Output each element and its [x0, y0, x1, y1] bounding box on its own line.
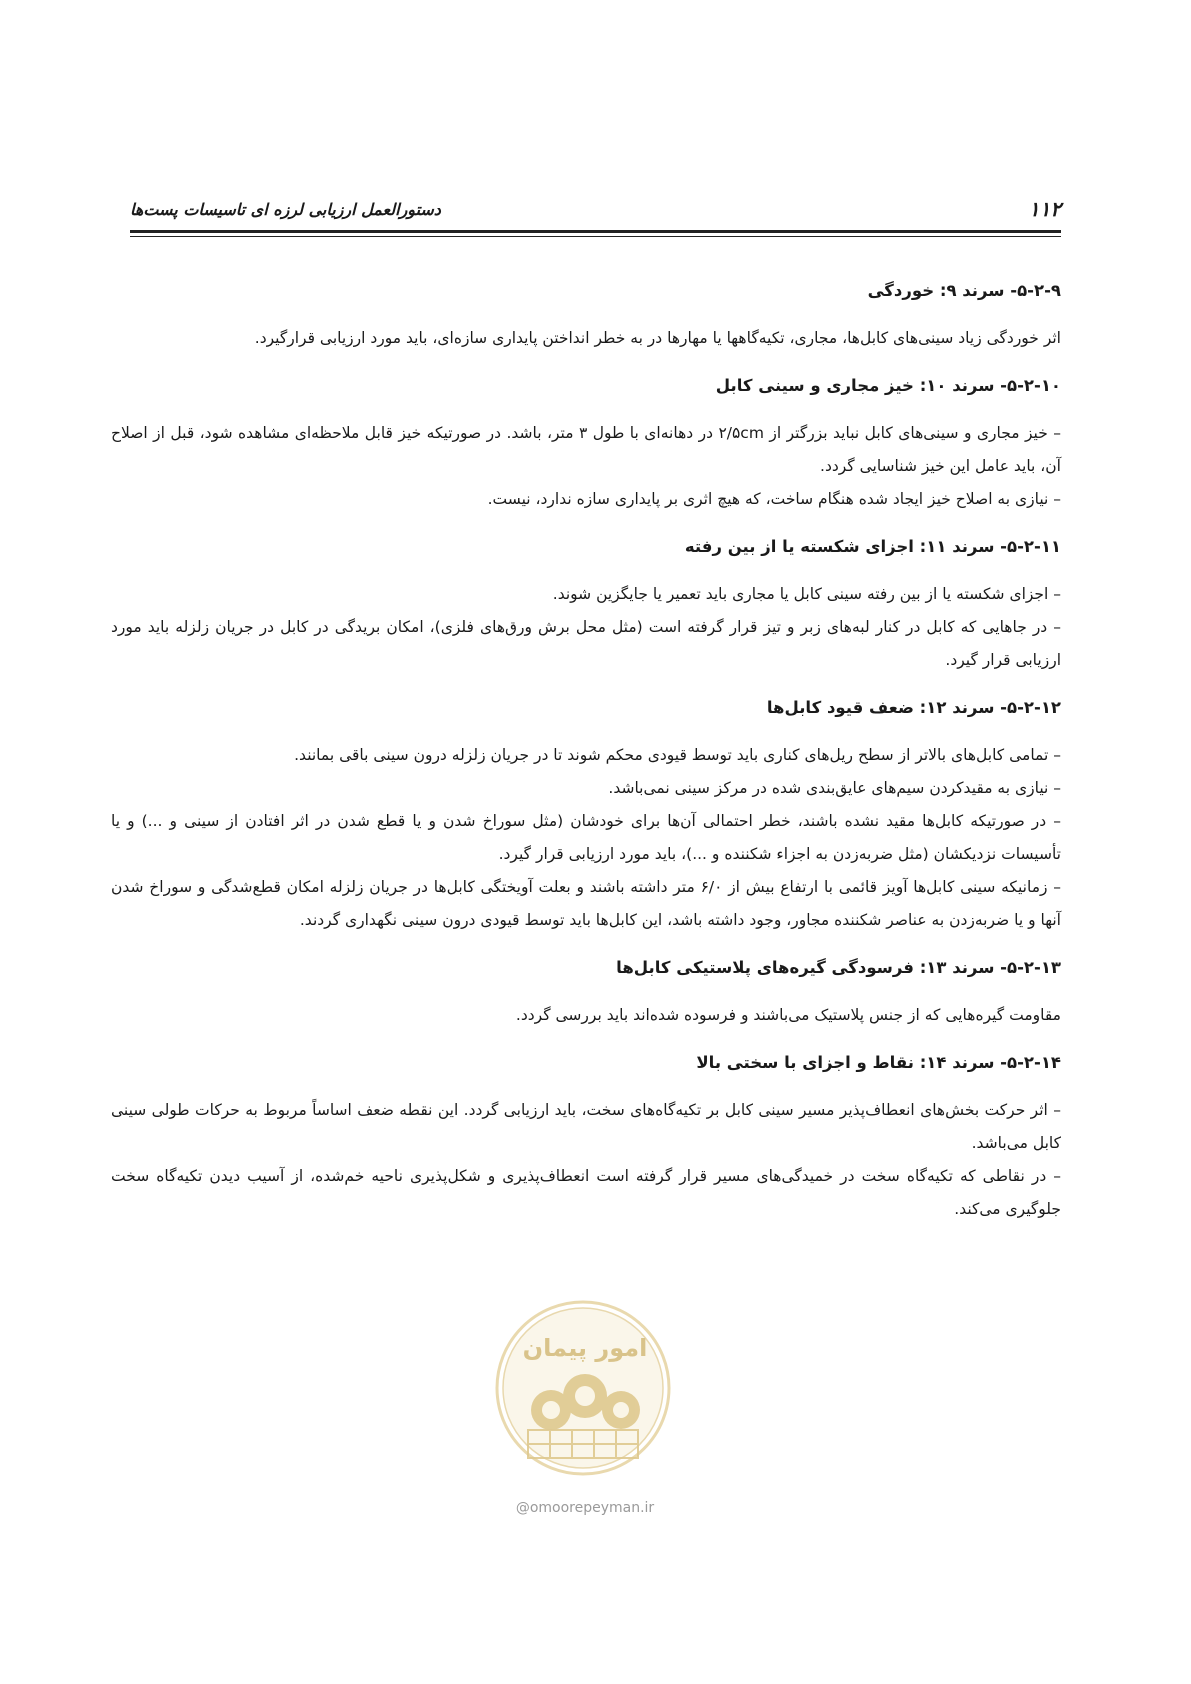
section-14: [111, 1048, 1061, 1226]
page-header: [130, 196, 1061, 222]
paragraph: – نیازی به مقیدکردن سیم‌های عایق‌بندی شده در مرکز سینی نمی‌باشد.: [608, 779, 1061, 797]
page-body: [111, 276, 1061, 1242]
seal-icon: [493, 1298, 673, 1478]
paragraph: اثر خوردگی زیاد سینی‌های کابل‌ها، مجاری، تکیه‌گاهها یا مهارها در به خطر انداختن پایداری سازه‌ای، باید مورد ارزیابی قرارگیرد.: [254, 329, 1061, 347]
section-9: [111, 276, 1061, 355]
paragraph: – اجزای شکسته یا از بین رفته سینی کابل یا مجاری باید تعمیر یا جایگزین شوند.: [552, 585, 1061, 603]
paragraph: – نیازی به اصلاح خیز ایجاد شده هنگام ساخت، که هیچ اثری بر پایداری سازه ندارد، نیست.: [487, 490, 1061, 508]
paragraph: – در جاهایی که کابل در کنار لبه‌های زبر و تیز قرار گرفته است (مثل محل برش ورق‌های فلزی)، امکان بریدگی در کابل در جریان زلزله باید مورد ارزیابی قرار گیرد.: [111, 618, 1061, 669]
header-rule-thick: [130, 230, 1061, 233]
section-11: [111, 532, 1061, 677]
paragraph: – اثر حرکت بخش‌های انعطاف‌پذیر مسیر سینی کابل بر تکیه‌گاه‌های سخت، باید ارزیابی گردد. این نقطه ضعف اساساً مربوط به حرکات طولی سینی کابل می‌باشد.: [111, 1101, 1061, 1152]
watermark-logo: [493, 1298, 673, 1478]
logo-text: امور پیمان: [522, 1334, 648, 1362]
paragraph: – خیز مجاری و سینی‌های کابل نباید بزرگتر از ۲/۵cm در دهانه‌ای با طول ۳ متر، باشد. در صورتیکه خیز قابل ملاحظه‌ای مشاهده شود، قبل از اصلاح آن، باید عامل این خیز شناسایی گردد.: [111, 424, 1061, 475]
paragraph: – تمامی کابل‌های بالاتر از سطح ریل‌های کناری باید توسط قیودی محکم شوند تا در جریان زلزله درون سینی باقی بمانند.: [294, 746, 1061, 764]
paragraph: – در صورتیکه کابل‌ها مقید نشده باشند، خطر احتمالی آن‌ها برای خودشان (مثل سوراخ شدن و یا قطع شدن در اثر افتادن از سینی و ...) و یا تأسیسات نزدیکشان (مثل ضربه‌زدن به اجزاء شکننده و ...)، باید مورد ارزیابی قرار گیرد.: [111, 812, 1061, 863]
section-12: [111, 693, 1061, 937]
header-rule-thin: [130, 236, 1061, 237]
running-title: دستورالعمل ارزیابی لرزه ای تاسیسات پست‌ها: [130, 199, 441, 219]
section-13: [111, 953, 1061, 1032]
paragraph: – زمانیکه سینی کابل‌ها آویز قائمی با ارتفاع بیش از ۶/۰ متر داشته باشند و بعلت آویختگی کابل‌ها در جریان زلزله امکان قطع‌شدگی و سوراخ شدن آنها و یا ضربه‌زدن به عناصر شکننده مجاور، وجود داشته باشد، این کابل‌ها باید توسط قیودی درون سینی نگهداری گردند.: [111, 878, 1061, 929]
section-heading: ۵-۲-۱۱- سرند ۱۱: اجزای شکسته یا از بین رفته: [684, 537, 1061, 556]
page-number: ۱۱۲: [1028, 197, 1061, 221]
watermark-url: @omoorepeyman.ir: [515, 1500, 655, 1516]
section-heading: ۵-۲-۱۰- سرند ۱۰: خیز مجاری و سینی کابل: [715, 376, 1061, 395]
section-heading: ۵-۲-۹- سرند ۹: خوردگی: [867, 281, 1061, 300]
section-heading: ۵-۲-۱۲- سرند ۱۲: ضعف قیود کابل‌ها: [766, 698, 1061, 717]
section-10: [111, 371, 1061, 516]
section-heading: ۵-۲-۱۴- سرند ۱۴: نقاط و اجزای با سختی بالا: [696, 1053, 1061, 1072]
paragraph: – در نقاطی که تکیه‌گاه سخت در خمیدگی‌های مسیر قرار گرفته است انعطاف‌پذیری و شکل‌پذیری ناحیه خم‌شده، از آسیب دیدن تکیه‌گاه سخت جلوگیری می‌کند.: [111, 1167, 1061, 1218]
section-heading: ۵-۲-۱۳- سرند ۱۳: فرسودگی گیره‌های پلاستیکی کابل‌ها: [616, 958, 1061, 977]
paragraph: مقاومت گیره‌هایی که از جنس پلاستیک می‌باشند و فرسوده شده‌اند باید بررسی گردد.: [515, 1006, 1061, 1024]
